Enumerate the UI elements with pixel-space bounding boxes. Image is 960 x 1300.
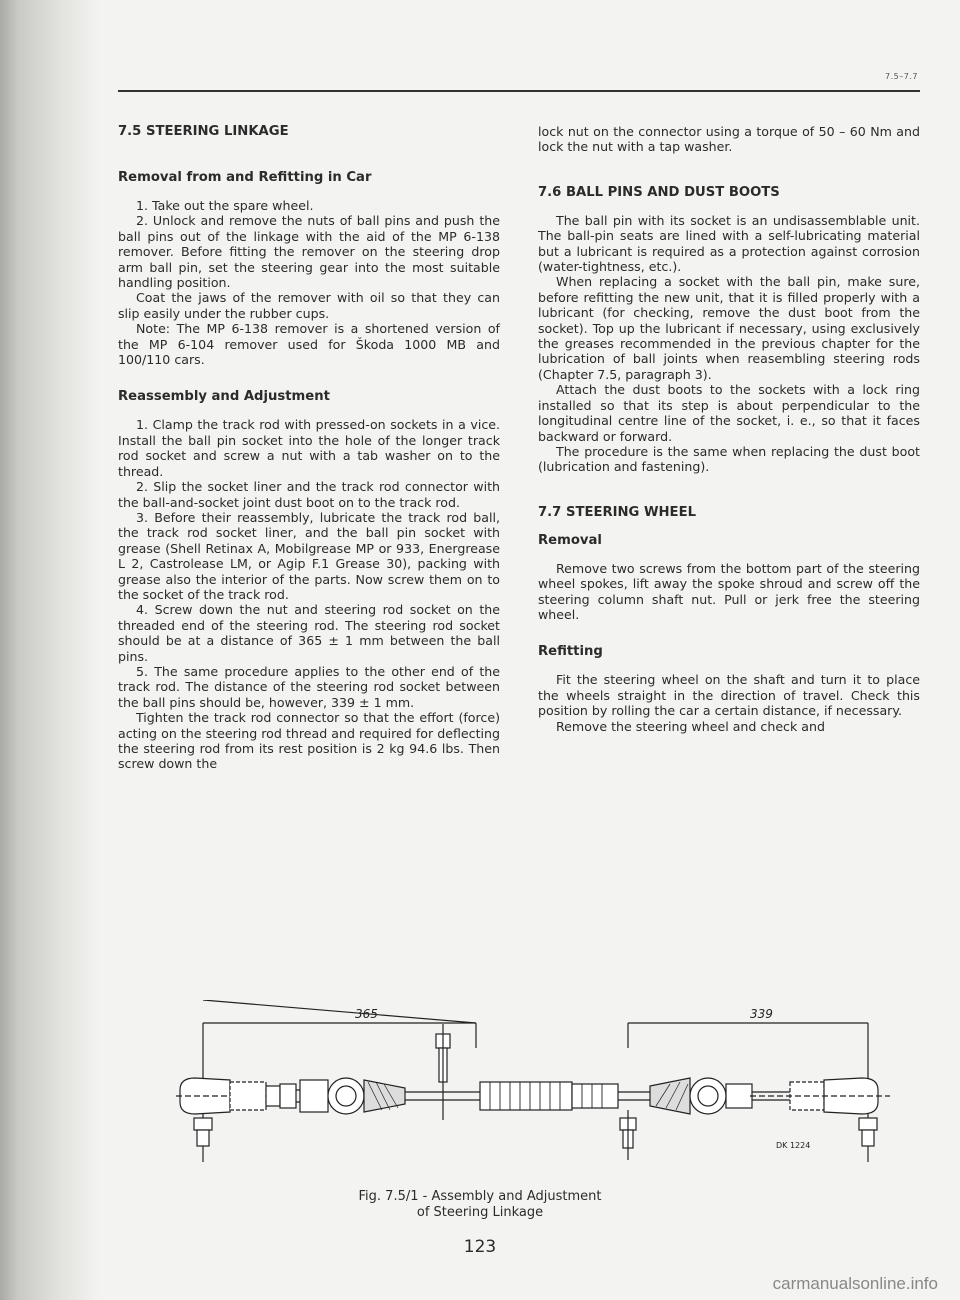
section-title-7-7: 7.7 STEERING WHEEL	[538, 504, 696, 520]
paragraph: 5. The same procedure applies to the other end of the track rod. The distance of the steering rod socket between the ball pins should be, however, 339 ± 1 mm.	[118, 663, 500, 710]
figure-caption	[0, 1189, 960, 1221]
caption-line-2: of Steering Linkage	[416, 1205, 544, 1220]
paragraph: 2. Unlock and remove the nuts of ball pins and push the ball pins out of the linkage with the aid of the MP 6-138 remover. Before fitting the remover on the steering drop arm ball pin, set the steering gear into the most suitable handling position.	[118, 213, 500, 291]
paragraph: The procedure is the same when replacing the dust boot (lubrication and fastening).	[538, 443, 920, 475]
steering-linkage-figure	[150, 1000, 920, 1180]
watermark-link[interactable]: carmanualsonline.info	[772, 1274, 938, 1293]
paragraph: Remove two screws from the bottom part of the steering wheel spokes, lift away the spoke shroud and screw off the steering column shaft nut. Pull or jerk free the steering wheel.	[538, 560, 920, 622]
steering-linkage-drawing	[150, 1000, 920, 1180]
caption-line-1: Fig. 7.5/1 - Assembly and Adjustment	[358, 1189, 602, 1204]
right-column	[538, 124, 920, 734]
figure-code-label: DK 1224	[776, 1141, 811, 1150]
section-title-7-6: 7.6 BALL PINS AND DUST BOOTS	[538, 184, 780, 200]
paragraph: lock nut on the connector using a torque of 50 – 60 Nm and lock the nut with a tap washer.	[538, 124, 920, 155]
subheading-removal-refitting: Removal from and Refitting in Car	[118, 170, 372, 185]
paragraph: Tighten the track rod connector so that the effort (force) acting on the steering rod thread and required for deflecting the steering rod from its rest position is 2 kg 94.6 lbs. Then screw down the	[118, 710, 500, 772]
subheading-refitting: Refitting	[538, 644, 603, 660]
paragraph: When replacing a socket with the ball pin, make sure, before refitting the new unit, that it is filled properly with a lubricant (for checking, remove the dust boot from the socket). Top up the lubricant if necessary, using exclusively the greases recommended in the previous chapter for the lubrication of ball joints when reasembling steering rods (Chapter 7.5, paragraph 3).	[538, 274, 920, 382]
paragraph: 2. Slip the socket liner and the track rod connector with the ball-and-socket joint dust boot on to the track rod.	[118, 479, 500, 510]
dimension-label-365: 365	[355, 1007, 378, 1021]
paragraph: 1. Clamp the track rod with pressed-on sockets in a vice. Install the ball pin socket into the hole of the longer track rod socket and screw a nut with a tab washer on to the thread.	[118, 417, 500, 479]
paragraph: 1. Take out the spare wheel.	[136, 198, 314, 213]
dimension-line-365	[203, 1000, 476, 1023]
page-binding-shadow	[0, 0, 100, 1300]
paragraph: The ball pin with its socket is an undisassemblable unit. The ball-pin seats are lined with a self-lubricating material but a lubricant is required as a protection against corrosion (water-tightness, etc.).	[538, 212, 920, 275]
paragraph: Coat the jaws of the remover with oil so that they can slip easily under the rubber cups.	[118, 290, 500, 321]
page-number: 123	[463, 1237, 497, 1257]
paragraph: Remove the steering wheel and check and	[556, 718, 825, 734]
subheading-reassembly-adjustment: Reassembly and Adjustment	[118, 389, 330, 405]
dimension-label-339: 339	[750, 1007, 773, 1021]
paragraph: Attach the dust boots to the sockets with a lock ring installed so that its step is about perpendicular to the longitudinal centre line of the socket, i. e., so that it faces backward or forward.	[538, 382, 920, 444]
paragraph: Note: The MP 6-138 remover is a shortened version of the MP 6-104 remover used for Škoda 1000 MB and 100/110 cars.	[118, 321, 500, 368]
header-rule	[118, 90, 920, 92]
section-title-7-5: 7.5 STEERING LINKAGE	[118, 124, 289, 139]
left-column	[118, 124, 500, 772]
subheading-removal: Removal	[538, 532, 602, 548]
section-range-header: 7.5–7.7	[885, 72, 918, 81]
paragraph: 4. Screw down the nut and steering rod socket on the threaded end of the steering rod. The steering rod socket should be at a distance of 365 ± 1 mm between the ball pins.	[118, 602, 500, 664]
paragraph: 3. Before their reassembly, lubricate the track rod ball, the track rod socket liner, and the ball pin socket with grease (Shell Retinax A, Mobilgrease MP or 933, Energrease L 2, Castrolease LM, or Agip F.1 Grease 30), packing with grease also the interior of the parts. Now screw them on to the socket of the track rod.	[118, 509, 500, 602]
paragraph: Fit the steering wheel on the shaft and turn it to place the wheels straight in the direction of travel. Check this position by rolling the car a certain distance, if necessary.	[538, 672, 920, 719]
